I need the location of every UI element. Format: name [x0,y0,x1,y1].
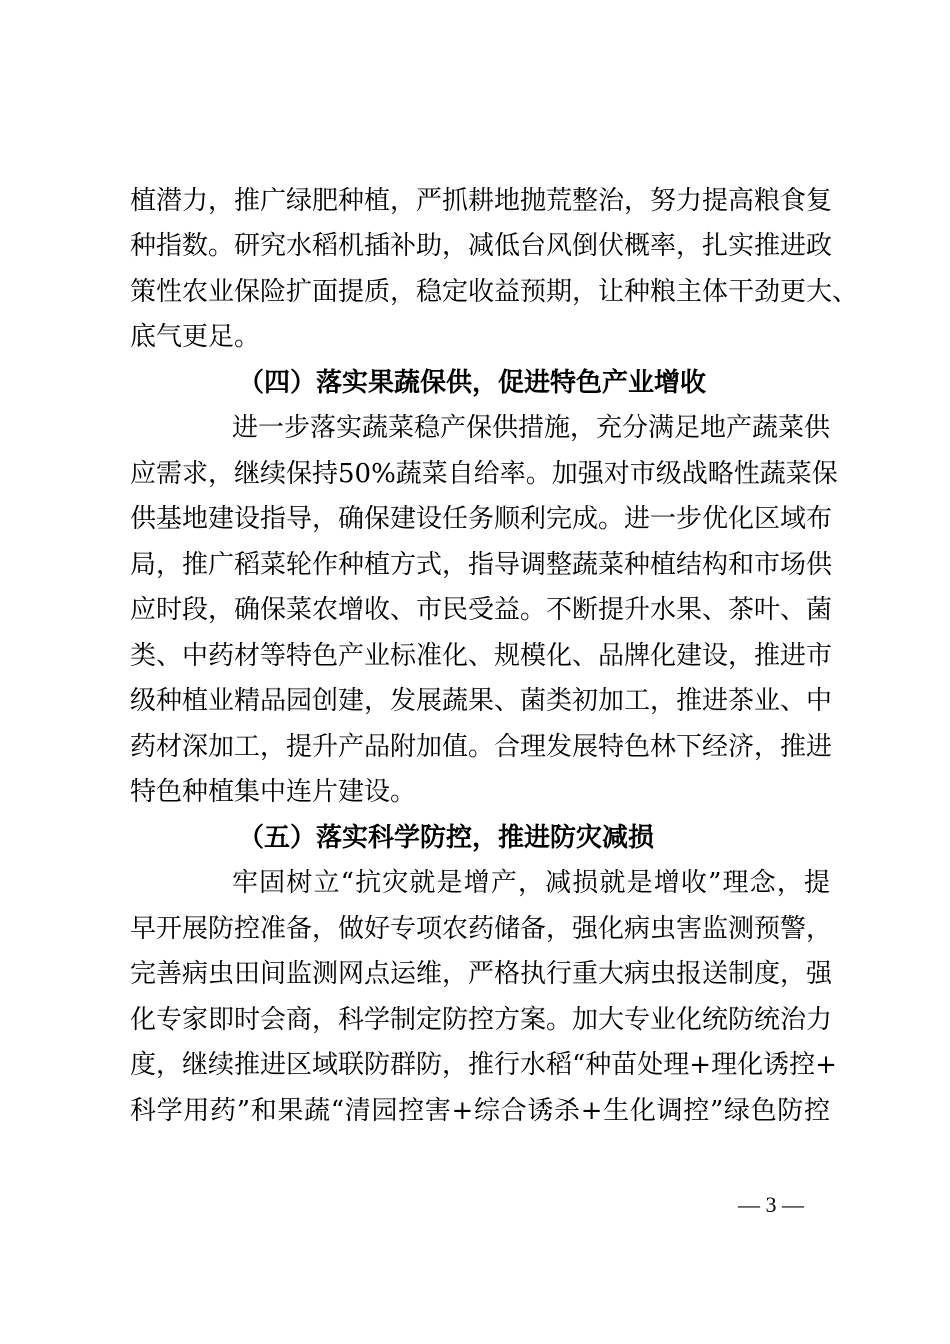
body-line: 应需求，继续保持50%蔬菜自给率。加强对市级战略性蔬菜保 [130,459,838,489]
page-number: — 3 — [738,1192,804,1217]
body-line: 类、中药材等特色产业标准化、规模化、品牌化建设，推进市 [130,641,833,671]
body-line: 策性农业保险扩面提质，稳定收益预期，让种粮主体干劲更大、 [130,277,859,307]
body-line: 植潜力，推广绿肥种植，严抓耕地抛荒整治，努力提高粮食复 [130,186,833,216]
body-line: 供基地建设指导，确保建设任务顺利完成。进一步优化区域布 [130,504,833,534]
body-line: 底气更足。 [130,322,261,352]
body-line: 完善病虫田间监测网点运维，严格执行重大病虫报送制度，强 [130,959,833,989]
body-line: 早开展防控准备，做好专项农药储备，强化病虫害监测预警， [130,914,833,944]
body-line: 化专家即时会商，科学制定防控方案。加大专业化统防统治力 [130,1005,833,1035]
section-heading-4: （四）落实果蔬保供，促进特色产业增收 [238,368,707,398]
body-line: 牢固树立“抗灾就是增产，减损就是增收”理念，提 [232,868,830,898]
body-line: 进一步落实蔬菜稳产保供措施，充分满足地产蔬菜供 [232,413,831,443]
body-line: 应时段，确保菜农增收、市民受益。不断提升水果、茶叶、菌 [130,595,833,625]
section-heading-5: （五）落实科学防控，推进防灾减损 [238,823,655,853]
body-line: 科学用药”和果蔬“清园控害+综合诱杀+生化调控”绿色防控 [130,1096,830,1126]
body-line: 药材深加工，提升产品附加值。合理发展特色林下经济，推进 [130,732,833,762]
body-line: 局，推广稻菜轮作种植方式，指导调整蔬菜种植结构和市场供 [130,550,833,580]
body-line: 特色种植集中连片建设。 [130,777,417,807]
body-line: 度，继续推进区域联防群防，推行水稻“种苗处理+理化诱控+ [130,1050,837,1080]
body-line: 级种植业精品园创建，发展蔬果、菌类初加工，推进茶业、中 [130,686,833,716]
body-line: 种指数。研究水稻机插补助，减低台风倒伏概率，扎实推进政 [130,231,833,261]
